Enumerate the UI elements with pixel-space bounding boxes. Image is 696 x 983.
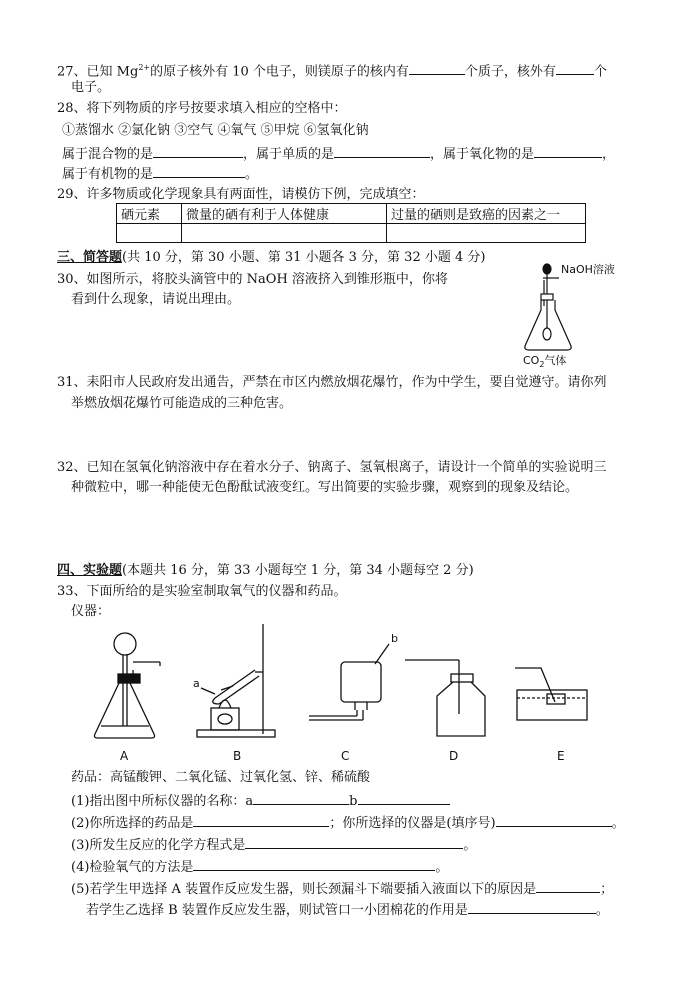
q29-blank-cell-2[interactable] <box>182 224 387 243</box>
q30-line1: 30、如图所示，将胶头滴管中的 NaOH 溶液挤入到锥形瓶中，你将 <box>57 272 448 287</box>
q33-part6 <box>86 901 609 919</box>
q27-line2: 电子。 <box>71 80 111 95</box>
q33-part1-b: b <box>349 794 358 809</box>
table-cell: 硒元素 <box>117 204 182 224</box>
q28-line3 <box>62 145 615 163</box>
q33-part6-period: 。 <box>595 903 609 918</box>
table-row <box>117 204 586 224</box>
section-4-title: 四、实验题 <box>57 563 123 578</box>
q33-part2 <box>71 814 625 832</box>
apparatus-mark-a: a <box>193 677 200 690</box>
q30-label-co2: $CO_2$气体 <box>523 354 567 368</box>
q29-blank-cell-3[interactable] <box>387 224 586 243</box>
q28-blank-mixture[interactable] <box>153 145 243 158</box>
q33-part3 <box>71 836 476 854</box>
q33-part3-text: (3)所发生反应的化学方程式是 <box>71 838 246 853</box>
q33-part5-semicolon: ； <box>600 882 614 897</box>
dropper-bulb-icon <box>543 264 551 274</box>
q28-stem: 28、将下列物质的序号按要求填入相应的空格中： <box>57 101 347 116</box>
section-3-title: 三、简答题 <box>57 250 123 265</box>
q28-period: 。 <box>245 167 259 182</box>
q28-line4 <box>62 165 258 183</box>
q33-part6-text: 若学生乙选择 B 装置作反应发生器，则试管口一小团棉花的作用是 <box>86 903 468 918</box>
q28-blank-element[interactable] <box>334 145 430 158</box>
q33-part5 <box>71 880 613 898</box>
section-3-info: (共 10 分，第 30 小题、第 31 小题各 3 分，第 32 小题 4 分) <box>122 250 486 265</box>
apparatus-label-b: B <box>233 749 242 763</box>
q28-label-organic: 属于有机物的是 <box>62 167 154 182</box>
q28-comma: ， <box>602 147 616 162</box>
q27-superscript: 2+ <box>138 63 151 72</box>
q27-blank-protons[interactable] <box>409 62 465 75</box>
apparatus-label-d: D <box>449 749 459 763</box>
q29-table <box>116 203 586 243</box>
q28-label-mixture: 属于混合物的是 <box>62 147 154 162</box>
q28-label-element: ，属于单质的是 <box>243 147 335 162</box>
q28-items: ①蒸馏水 ②氯化钠 ③空气 ④氧气 ⑤甲烷 ⑥氢氧化钠 <box>62 123 369 138</box>
apparatus-a-icon <box>94 633 160 738</box>
q33-part5-text: (5)若学生甲选择 A 装置作反应发生器，则长颈漏斗下端要插入液面以下的原因是 <box>71 882 537 897</box>
apparatus-e-icon <box>515 668 587 720</box>
q33-blank-test-method[interactable] <box>193 858 435 871</box>
q28-label-oxide: ，属于氧化物的是 <box>430 147 535 162</box>
q32-line1: 32、已知在氢氧化钠溶液中存在着水分子、钠离子、氢氧根离子，请设计一个简单的实验说明三 <box>57 460 607 475</box>
q27-text-d: 个 <box>593 64 607 80</box>
table-cell: 过量的硒则是致癌的因素之一 <box>387 204 586 224</box>
section-4-info: (本题共 16 分，第 33 小题每空 1 分，第 34 小题每空 2 分) <box>122 563 474 578</box>
q27-line1 <box>57 60 607 80</box>
q27-text-b: 的原子核外有 10 个电子，则镁原子的核内有 <box>150 64 409 80</box>
q29-stem: 29、许多物质或化学现象具有两面性，请模仿下例，完成填空： <box>57 187 425 202</box>
q30-label-naoh: NaOH溶液 <box>561 263 615 276</box>
apparatus-label-c: C <box>341 749 350 763</box>
section-3-heading <box>57 250 485 266</box>
apparatus-d-icon <box>405 660 485 736</box>
q33-blank-drugs[interactable] <box>193 814 329 827</box>
table-cell: 微量的硒有利于人体健康 <box>182 204 387 224</box>
q32-line2: 种微粒中，哪一种能使无色酚酞试液变红。写出简要的实验步骤，观察到的现象及结论。 <box>71 480 579 495</box>
q33-apparatus-figure <box>85 622 605 772</box>
q33-stem: 33、下面所给的是实验室制取氧气的仪器和药品。 <box>57 584 347 599</box>
q33-part1-text: (1)指出图中所标仪器的名称：a <box>71 794 254 809</box>
q31-line2: 举燃放烟花爆竹可能造成的三种危害。 <box>71 396 293 411</box>
q28-blank-organic[interactable] <box>153 165 245 178</box>
q33-part4-period: 。 <box>435 860 449 875</box>
q33-part4-text: (4)检验氧气的方法是 <box>71 860 194 875</box>
q33-part2-period: 。 <box>611 816 625 831</box>
q33-part2-text-b: ；你所选择的仪器是(填序号) <box>329 816 496 831</box>
section-4-heading <box>57 563 474 579</box>
q27-blank-electrons[interactable] <box>556 62 594 75</box>
q30-flask-figure <box>515 258 635 368</box>
q33-blank-cotton[interactable] <box>468 901 596 914</box>
apparatus-c-icon <box>309 644 389 720</box>
q29-blank-cell-1[interactable] <box>117 224 182 243</box>
q33-blank-instruments[interactable] <box>496 814 612 827</box>
apparatus-mark-b: b <box>391 632 398 645</box>
q33-instruments-label: 仪器： <box>71 604 111 619</box>
q31-line1: 31、耒阳市人民政府发出通告，严禁在市区内燃放烟花爆竹，作为中学生，要自觉遵守。请你列 <box>57 375 607 390</box>
q27-text-c: 个质子，核外有 <box>464 64 556 80</box>
q33-part3-period: 。 <box>463 838 477 853</box>
apparatus-label-a: A <box>120 749 129 763</box>
q33-part2-text: (2)你所选择的药品是 <box>71 816 194 831</box>
q28-blank-oxide[interactable] <box>534 145 602 158</box>
table-row <box>117 224 586 243</box>
q30-line2: 看到什么现象，请说出理由。 <box>71 292 241 307</box>
q33-drugs: 药品：高锰酸钾、二氧化锰、过氧化氢、锌、稀硫酸 <box>71 770 371 785</box>
q33-part4 <box>71 858 448 876</box>
q33-part1 <box>71 792 450 810</box>
q33-blank-reason[interactable] <box>536 880 600 893</box>
apparatus-b-icon <box>197 624 275 737</box>
q27-text-a: 27、已知 Mg <box>57 64 139 80</box>
apparatus-label-e: E <box>557 749 565 763</box>
q33-blank-b[interactable] <box>358 792 450 805</box>
q33-blank-a[interactable] <box>253 792 349 805</box>
q33-blank-equation[interactable] <box>245 836 463 849</box>
